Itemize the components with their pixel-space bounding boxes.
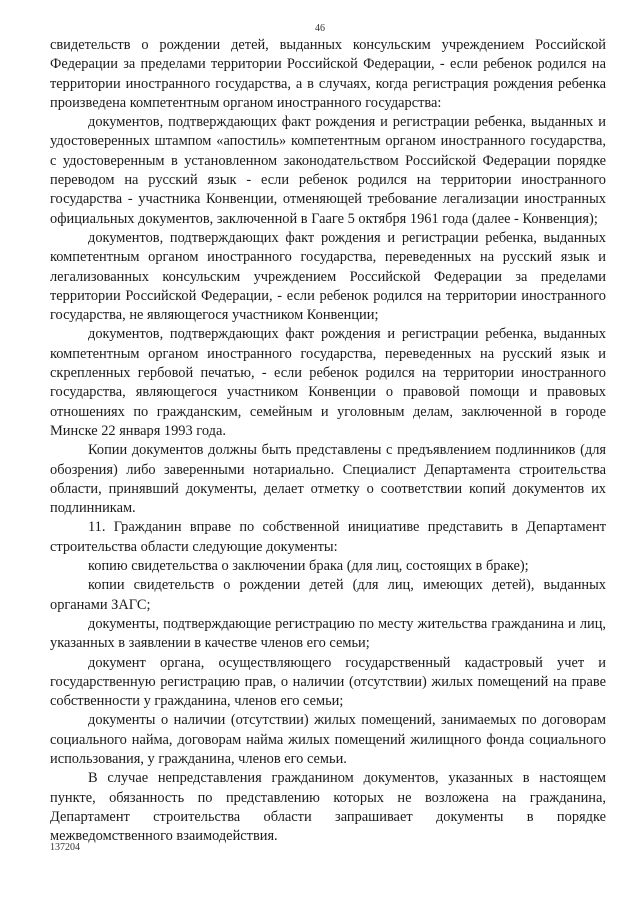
paragraph-marriage-certificate: копию свидетельства о заключении брака (для лиц, состоящих в браке);	[88, 558, 529, 575]
paragraph-legalized-documents: документов, подтверждающих факт рождения и регистрации ребенка, выданных компетентным органом иностранного государства, переведенных на русский язык и легализованных консульским учреждением Российской Федерации за пределами территории Российской Федерации, - если ребенок родился на территории иностранного государства, не являющегося участником Конвенции;	[50, 229, 606, 324]
paragraph-copies-notice: Копии документов должны быть представлены с предъявлением подлинников (для обозрения) либо заверенными нотариально. Специалист Департамента строительства области, принявший документы, делает отметку о соответствии копий документов их подлинникам.	[50, 442, 606, 517]
paragraph-apostille-documents: документов, подтверждающих факт рождения и регистрации ребенка, выданных и удостоверенных штампом «апостиль» компетентным органом иностранного государства, с удостоверенным в установленном законодательством Российской Федерации порядке переводом на русский язык - если ребенок родился на территории иностранного государства - участника Конвенции, отменяющей требование легализации иностранных официальных документов, заключенной в Гааге 5 октября 1961 года (далее - Конвенция);	[50, 114, 606, 227]
paragraph-birth-certificates: копии свидетельств о рождении детей (для лиц, имеющих детей), выданных органами ЗАГС;	[50, 577, 606, 613]
document-body	[50, 36, 606, 846]
paragraph-item-11: 11. Гражданин вправе по собственной инициативе представить в Департамент строительства области следующие документы:	[50, 519, 606, 555]
paragraph-cadastral-document: документ органа, осуществляющего государственный кадастровый учет и государственную регистрацию прав, о наличии (отсутствии) жилых помещений на праве собственности у гражданина, членов его семьи;	[50, 654, 606, 710]
footer-code: 137204	[50, 842, 80, 853]
paragraph-interagency-request: В случае непредставления гражданином документов, указанных в настоящем пункте, обязанность по представлению которых не возложена на гражданина, Департамент строительства области запрашивает документы в порядке межведомственного взаимодействия.	[50, 770, 606, 845]
paragraph-social-housing-documents: документы о наличии (отсутствии) жилых помещений, занимаемых по договорам социального найма, договорам найма жилых помещений жилищного фонда социального использования, у гражданина, членов его семьи.	[50, 712, 606, 767]
paragraph-minsk-convention-documents: документов, подтверждающих факт рождения и регистрации ребенка, выданных компетентным органом иностранного государства, переведенных на русский язык и скрепленных гербовой печатью, - если ребенок родился на территории иностранного государства, являющегося участником Конвенции о правовой помощи и правовых отношениях по гражданским, семейным и уголовным делам, заключенной в городе Минске 22 января 1993 года.	[50, 326, 606, 439]
paragraph-continuation: свидетельств о рождении детей, выданных консульским учреждением Российской Федерации за пределами территории Российской Федерации, - если ребенок родился на территории иностранного государства, а в случаях, когда регистрация рождения ребенка произведена компетентным органом иностранного государства:	[50, 37, 606, 111]
page-number: 46	[315, 23, 325, 34]
paragraph-registration-documents: документы, подтверждающие регистрацию по месту жительства гражданина и лиц, указанных в заявлении в качестве членов его семьи;	[50, 615, 606, 652]
